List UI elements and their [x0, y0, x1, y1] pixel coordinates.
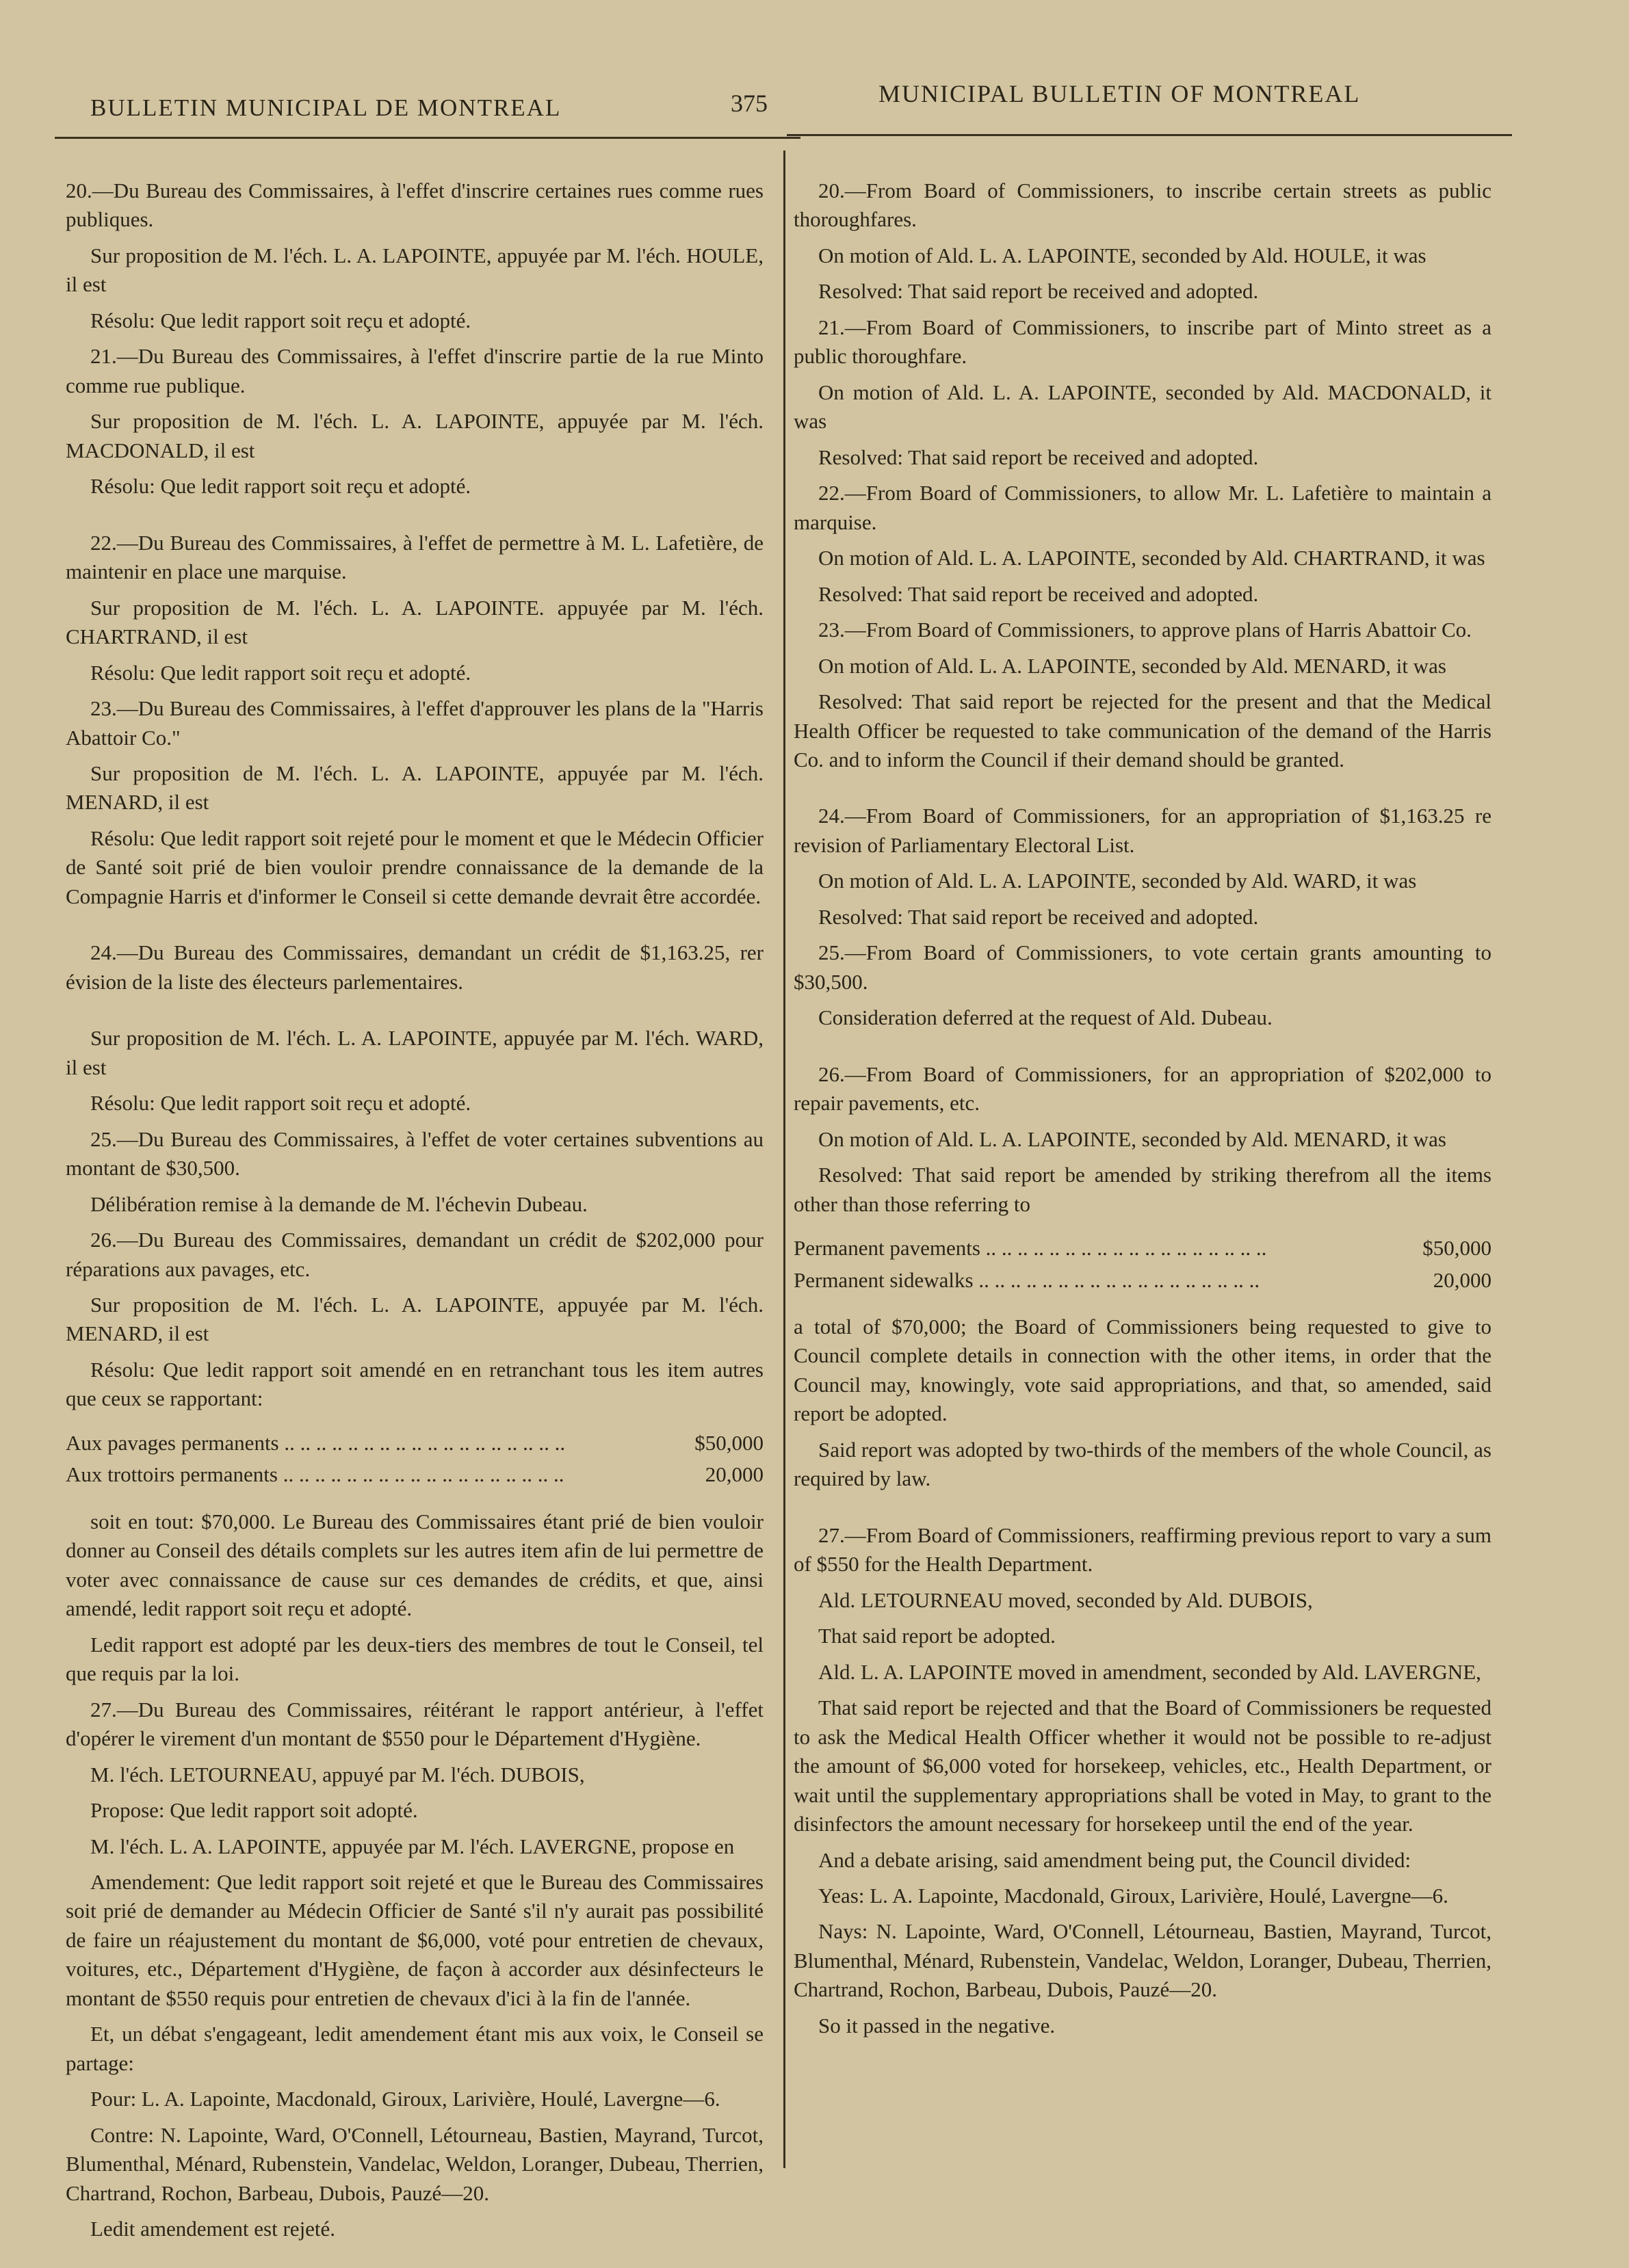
item-25-title: 25.—From Board of Commissioners, to vote certain grants amounting to $30,500.: [794, 940, 1491, 994]
item-22-motion: On motion of Ald. L. A. LAPOINTE, seconded by Ald. CHARTRAND, it was: [818, 546, 1485, 570]
item-25-title: 25.—Du Bureau des Commissaires, à l'effet de voter certaines subventions au montant de $30,500.: [66, 1126, 764, 1181]
item-26-resolution: Resolved: That said report be amended by striking therefrom all the items other than those referring to: [794, 1163, 1491, 1216]
item-26-adopted: Ledit rapport est adopté par les deux-tiers des membres de tout le Conseil, tel que requis par la loi.: [66, 1632, 764, 1686]
item-26-motion: On motion of Ald. L. A. LAPOINTE, seconded by Ald. MENARD, it was: [818, 1126, 1446, 1151]
table-amount: 20,000: [705, 1462, 764, 1487]
item-27-debate: And a debate arising, said amendment being put, the Council divided:: [818, 1847, 1411, 1872]
item-27-title: 27.—Du Bureau des Commissaires, réitérant le rapport antérieur, à l'effet d'opérer le virement d'un montant de $550 pour le Département d'Hygiène.: [66, 1697, 764, 1751]
item-27-outcome: Ledit amendement est rejeté.: [90, 2217, 336, 2241]
item-20-title: 20.—Du Bureau des Commissaires, à l'effet d'inscrire certaines rues comme rues publiques.: [66, 179, 764, 232]
table-row: [794, 1266, 1491, 1295]
item-22-resolution: Resolved: That said report be received and adopted.: [818, 581, 1259, 606]
table-row: [66, 1460, 764, 1489]
item-27-debate: Et, un débat s'engageant, ledit amendement étant mis aux voix, le Conseil se partage:: [66, 2022, 764, 2075]
item-27-nays: Contre: N. Lapointe, Ward, O'Connell, Létourneau, Bastien, Mayrand, Turcot, Blumenthal, Ménard, Rubenstein, Vandelac, Weldon, Loranger, Dubeau, Therrien, Chartrand, Rochon, Barbeau, Dubois, Pauzé—20.: [66, 2122, 764, 2205]
item-25-deferral: Délibération remise à la demande de M. l'échevin Dubeau.: [90, 1191, 588, 1216]
item-22-resolution: Résolu: Que ledit rapport soit reçu et adopté.: [90, 660, 471, 685]
item-24-resolution: Resolved: That said report be received and adopted.: [818, 904, 1259, 929]
item-24-resolution: Résolu: Que ledit rapport soit reçu et adopté.: [90, 1091, 471, 1116]
header-rule-left: [55, 137, 800, 139]
item-20-motion: Sur proposition de M. l'éch. L. A. LAPOINTE, appuyée par M. l'éch. HOULE, il est: [66, 243, 764, 297]
item-27-amendment: Amendement: Que ledit rapport soit rejeté et que le Bureau des Commissaires soit prié de demander au Médecin Officier de Santé s'il n'y aurait pas possibilité de faire un réajustement du montant de $6,000, voté pour entretien de chevaux, voitures, etc., Département d'Hygiène, de façon à accorder aux désinfecteurs le montant de $550 requis pour entretien de chevaux d'ici à la fin de l'année.: [66, 1869, 764, 2010]
item-27-motion: Ald. LETOURNEAU moved, seconded by Ald. DUBOIS,: [818, 1587, 1313, 1612]
item-21-title: 21.—Du Bureau des Commissaires, à l'effet d'inscrire partie de la rue Minto comme rue publique.: [66, 344, 764, 397]
item-26-total: soit en tout: $70,000. Le Bureau des Commissaires étant prié de bien vouloir donner au Conseil des détails complets sur les autres item afin de lui permettre de voter avec connaissance de cause sur ces demandes de crédits, et que, ainsi amendé, ledit rapport soit reçu et adopté.: [66, 1509, 764, 1621]
table-label: Permanent pavements .. .. .. .. .. .. .. .. .. .. .. .. .. .. .. .. .. ..: [794, 1236, 1267, 1261]
item-20-resolution: Resolved: That said report be received and adopted.: [818, 279, 1259, 304]
item-23-resolution: Resolved: That said report be rejected for the present and that the Medical Health Officer be requested to take communication of the demand of the Harris Co. and to inform the Council if their demand should be granted.: [794, 689, 1491, 772]
item-22-title: 22.—Du Bureau des Commissaires, à l'effet de permettre à M. L. Lafetière, de maintenir en place une marquise.: [66, 530, 764, 584]
item-27-outcome: So it passed in the negative.: [818, 2013, 1056, 2038]
item-20-resolution: Résolu: Que ledit rapport soit reçu et adopté.: [90, 308, 471, 332]
header-rule-right: [787, 134, 1512, 136]
item-27-yeas: Pour: L. A. Lapointe, Macdonald, Giroux, Larivière, Houlé, Lavergne—6.: [90, 2087, 720, 2111]
page-number: 375: [731, 90, 768, 117]
item-27-amendment-motion: Ald. L. A. LAPOINTE moved in amendment, seconded by Ald. LAVERGNE,: [818, 1659, 1481, 1684]
table-row: [66, 1429, 764, 1458]
item-26-title: 26.—From Board of Commissioners, for an appropriation of $202,000 to repair pavements, etc.: [794, 1062, 1491, 1116]
table-label: Aux pavages permanents .. .. .. .. .. .. .. .. .. .. .. .. .. .. .. .. .. ..: [66, 1430, 566, 1455]
item-24-motion: On motion of Ald. L. A. LAPOINTE, seconded by Ald. WARD, it was: [818, 869, 1417, 893]
item-20-title: 20.—From Board of Commissioners, to inscribe certain streets as public thoroughfares.: [794, 179, 1491, 232]
item-27-motion: M. l'éch. LETOURNEAU, appuyé par M. l'éch. DUBOIS,: [90, 1762, 585, 1786]
table-row: [794, 1234, 1491, 1263]
item-27-amendment-motion: M. l'éch. L. A. LAPOINTE, appuyée par M. l'éch. LAVERGNE, propose en: [90, 1834, 735, 1858]
table-label: Permanent sidewalks .. .. .. .. .. .. .. .. .. .. .. .. .. .. .. .. .. ..: [794, 1267, 1260, 1292]
item-25-deferral: Consideration deferred at the request of Ald. Dubeau.: [818, 1005, 1273, 1030]
item-23-motion: Sur proposition de M. l'éch. L. A. LAPOINTE, appuyée par M. l'éch. MENARD, il est: [66, 761, 764, 815]
item-21-motion: On motion of Ald. L. A. LAPOINTE, seconded by Ald. MACDONALD, it was: [794, 380, 1491, 434]
item-22-motion: Sur proposition de M. l'éch. L. A. LAPOINTE. appuyée par M. l'éch. CHARTRAND, il est: [66, 595, 764, 649]
table-amount: $50,000: [694, 1430, 764, 1455]
item-23-resolution: Résolu: Que ledit rapport soit rejeté pour le moment et que le Médecin Officier de Santé soit prié de bien vouloir prendre connaissance de la demande de la Compagnie Harris et d'informer le Conseil si cette demande devrait être accordée.: [66, 826, 764, 908]
item-24-motion: Sur proposition de M. l'éch. L. A. LAPOINTE, appuyée par M. l'éch. WARD, il est: [66, 1026, 764, 1079]
item-27-proposal: That said report be adopted.: [818, 1624, 1056, 1648]
item-21-resolution: Résolu: Que ledit rapport soit reçu et adopté.: [90, 474, 471, 499]
item-26-resolution: Résolu: Que ledit rapport soit amendé en en retranchant tous les item autres que ceux se rapportant:: [66, 1357, 764, 1411]
table-amount: $50,000: [1422, 1236, 1491, 1261]
table-amount: 20,000: [1433, 1267, 1491, 1292]
item-27-title: 27.—From Board of Commissioners, reaffirming previous report to vary a sum of $550 for the Health Department.: [794, 1522, 1491, 1577]
item-26-total: a total of $70,000; the Board of Commissioners being requested to give to Council complete details in connection with the other items, in order that the Council may, knowingly, vote said appropriations, and that, so amended, said report be adopted.: [794, 1315, 1491, 1426]
item-27-yeas: Yeas: L. A. Lapointe, Macdonald, Giroux, Larivière, Houlé, Lavergne—6.: [818, 1883, 1448, 1908]
item-24-title: 24.—Du Bureau des Commissaires, demandant un crédit de $1,163.25, rer évision de la liste des électeurs parlementaires.: [66, 940, 764, 994]
table-label: Aux trottoirs permanents .. .. .. .. .. .. .. .. .. .. .. .. .. .. .. .. .. ..: [66, 1462, 564, 1487]
item-21-resolution: Resolved: That said report be received and adopted.: [818, 445, 1259, 469]
item-27-amendment: That said report be rejected and that the Board of Commissioners be requested to ask the Medical Health Officer whether it would not be possible to re-adjust the amount of $6,000 voted for horsekeep, vehicles, etc., Health Department, or wait until the supplementary appropriations shall be voted in May, to grant to the disinfectors the amount necessary for horsekeep until the end of the year.: [794, 1696, 1491, 1836]
header-english-title: MUNICIPAL BULLETIN OF MONTREAL: [878, 80, 1361, 107]
item-24-title: 24.—From Board of Commissioners, for an appropriation of $1,163.25 re revision of Parliamentary Electoral List.: [794, 804, 1491, 857]
english-column: [794, 176, 1491, 2047]
column-divider: [783, 150, 785, 2168]
item-23-motion: On motion of Ald. L. A. LAPOINTE, seconded by Ald. MENARD, it was: [818, 653, 1446, 678]
item-23-title: 23.—Du Bureau des Commissaires, à l'effet d'approuver les plans de la "Harris Abattoir Co.": [66, 696, 764, 750]
french-column: [66, 176, 764, 2251]
item-27-nays: Nays: N. Lapointe, Ward, O'Connell, Létourneau, Bastien, Mayrand, Turcot, Blumenthal, Ménard, Rubenstein, Vandelac, Weldon, Loranger, Dubeau, Therrien, Chartrand, Rochon, Barbeau, Dubois, Pauzé—20.: [794, 1919, 1491, 2002]
item-26-adopted: Said report was adopted by two-thirds of the members of the whole Council, as required by law.: [794, 1437, 1491, 1491]
item-20-motion: On motion of Ald. L. A. LAPOINTE, seconded by Ald. HOULE, it was: [818, 243, 1426, 267]
item-26-title: 26.—Du Bureau des Commissaires, demandant un crédit de $202,000 pour réparations aux pavages, etc.: [66, 1228, 764, 1281]
item-26-motion: Sur proposition de M. l'éch. L. A. LAPOINTE, appuyée par M. l'éch. MENARD, il est: [66, 1293, 764, 1346]
item-27-proposal: Propose: Que ledit rapport soit adopté.: [90, 1798, 418, 1823]
header-french-title: BULLETIN MUNICIPAL DE MONTREAL: [90, 94, 562, 121]
item-21-title: 21.—From Board of Commissioners, to inscribe part of Minto street as a public thoroughfare.: [794, 315, 1491, 369]
item-23-title: 23.—From Board of Commissioners, to approve plans of Harris Abattoir Co.: [818, 618, 1472, 642]
item-21-motion: Sur proposition de M. l'éch. L. A. LAPOINTE, appuyée par M. l'éch. MACDONALD, il est: [66, 409, 764, 462]
item-22-title: 22.—From Board of Commissioners, to allow Mr. L. Lafetière to maintain a marquise.: [794, 481, 1491, 534]
